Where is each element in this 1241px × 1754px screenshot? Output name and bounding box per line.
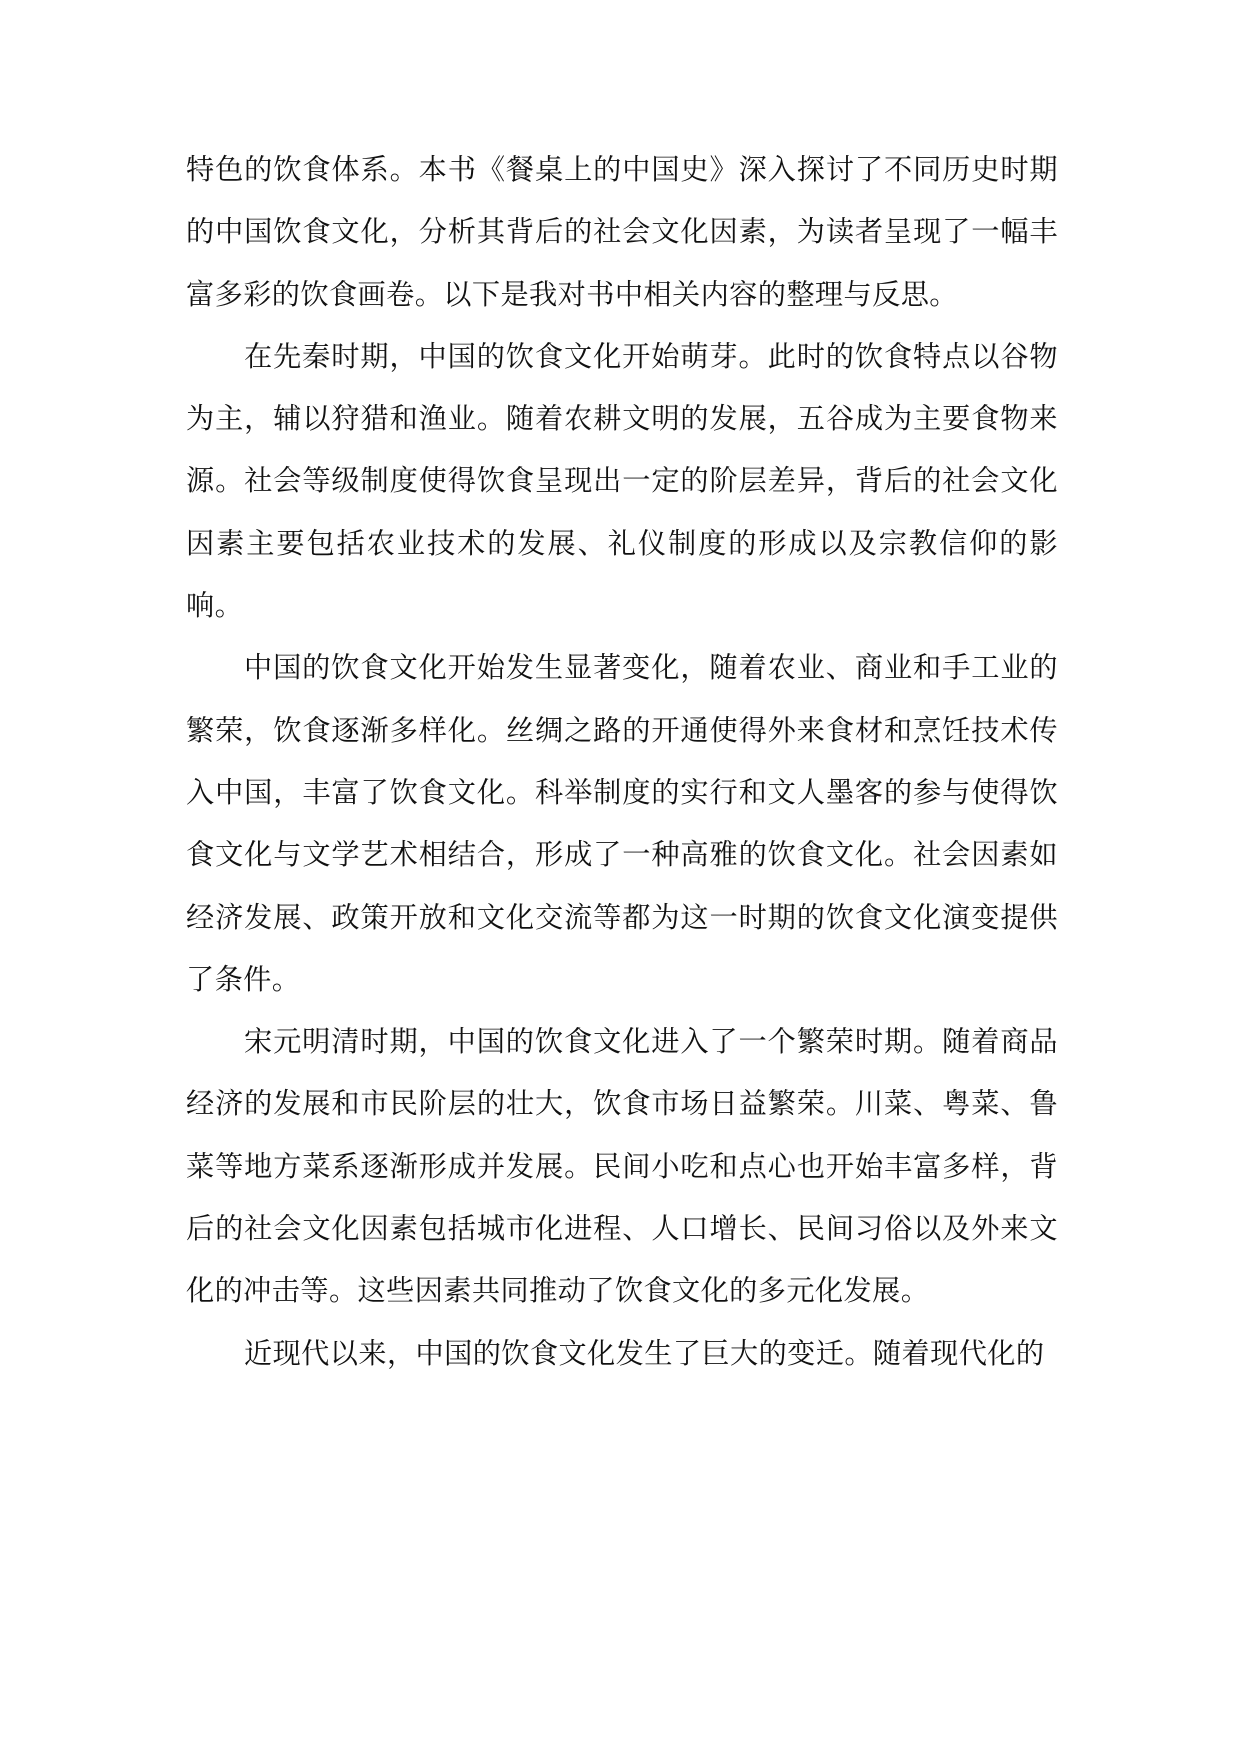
paragraph-1: 特色的饮食体系。本书《餐桌上的中国史》深入探讨了不同历史时期的中国饮食文化，分析其背后的社会文化因素，为读者呈现了一幅丰富多彩的饮食画卷。以下是我对书中相关内容的整理与反思。: [186, 153, 1058, 311]
paragraph-5: 近现代以来，中国的饮食文化发生了巨大的变迁。随着现代化的: [244, 1336, 1045, 1370]
paragraph-2: 在先秦时期，中国的饮食文化开始萌芽。此时的饮食特点以谷物为主，辅以狩猎和渔业。随着农耕文明的发展，五谷成为主要食物来源。社会等级制度使得饮食呈现出一定的阶层差异，背后的社会文化因素主要包括农业技术的发展、礼仪制度的形成以及宗教信仰的影响。: [186, 339, 1058, 623]
paragraph-4: 宋元明清时期，中国的饮食文化进入了一个繁荣时期。随着商品经济的发展和市民阶层的壮大，饮食市场日益繁荣。川菜、粤菜、鲁菜等地方菜系逐渐形成并发展。民间小吃和点心也开始丰富多样，背后的社会文化因素包括城市化进程、人口增长、民间习俗以及外来文化的冲击等。这些因素共同推动了饮食文化的多元化发展。: [186, 1025, 1058, 1308]
paragraph-3: 中国的饮食文化开始发生显著变化，随着农业、商业和手工业的繁荣，饮食逐渐多样化。丝绸之路的开通使得外来食材和烹饪技术传入中国，丰富了饮食文化。科举制度的实行和文人墨客的参与使得饮食文化与文学艺术相结合，形成了一种高雅的饮食文化。社会因素如经济发展、政策开放和文化交流等都为这一时期的饮食文化演变提供了条件。: [186, 651, 1058, 996]
document-body: [186, 139, 1058, 1385]
